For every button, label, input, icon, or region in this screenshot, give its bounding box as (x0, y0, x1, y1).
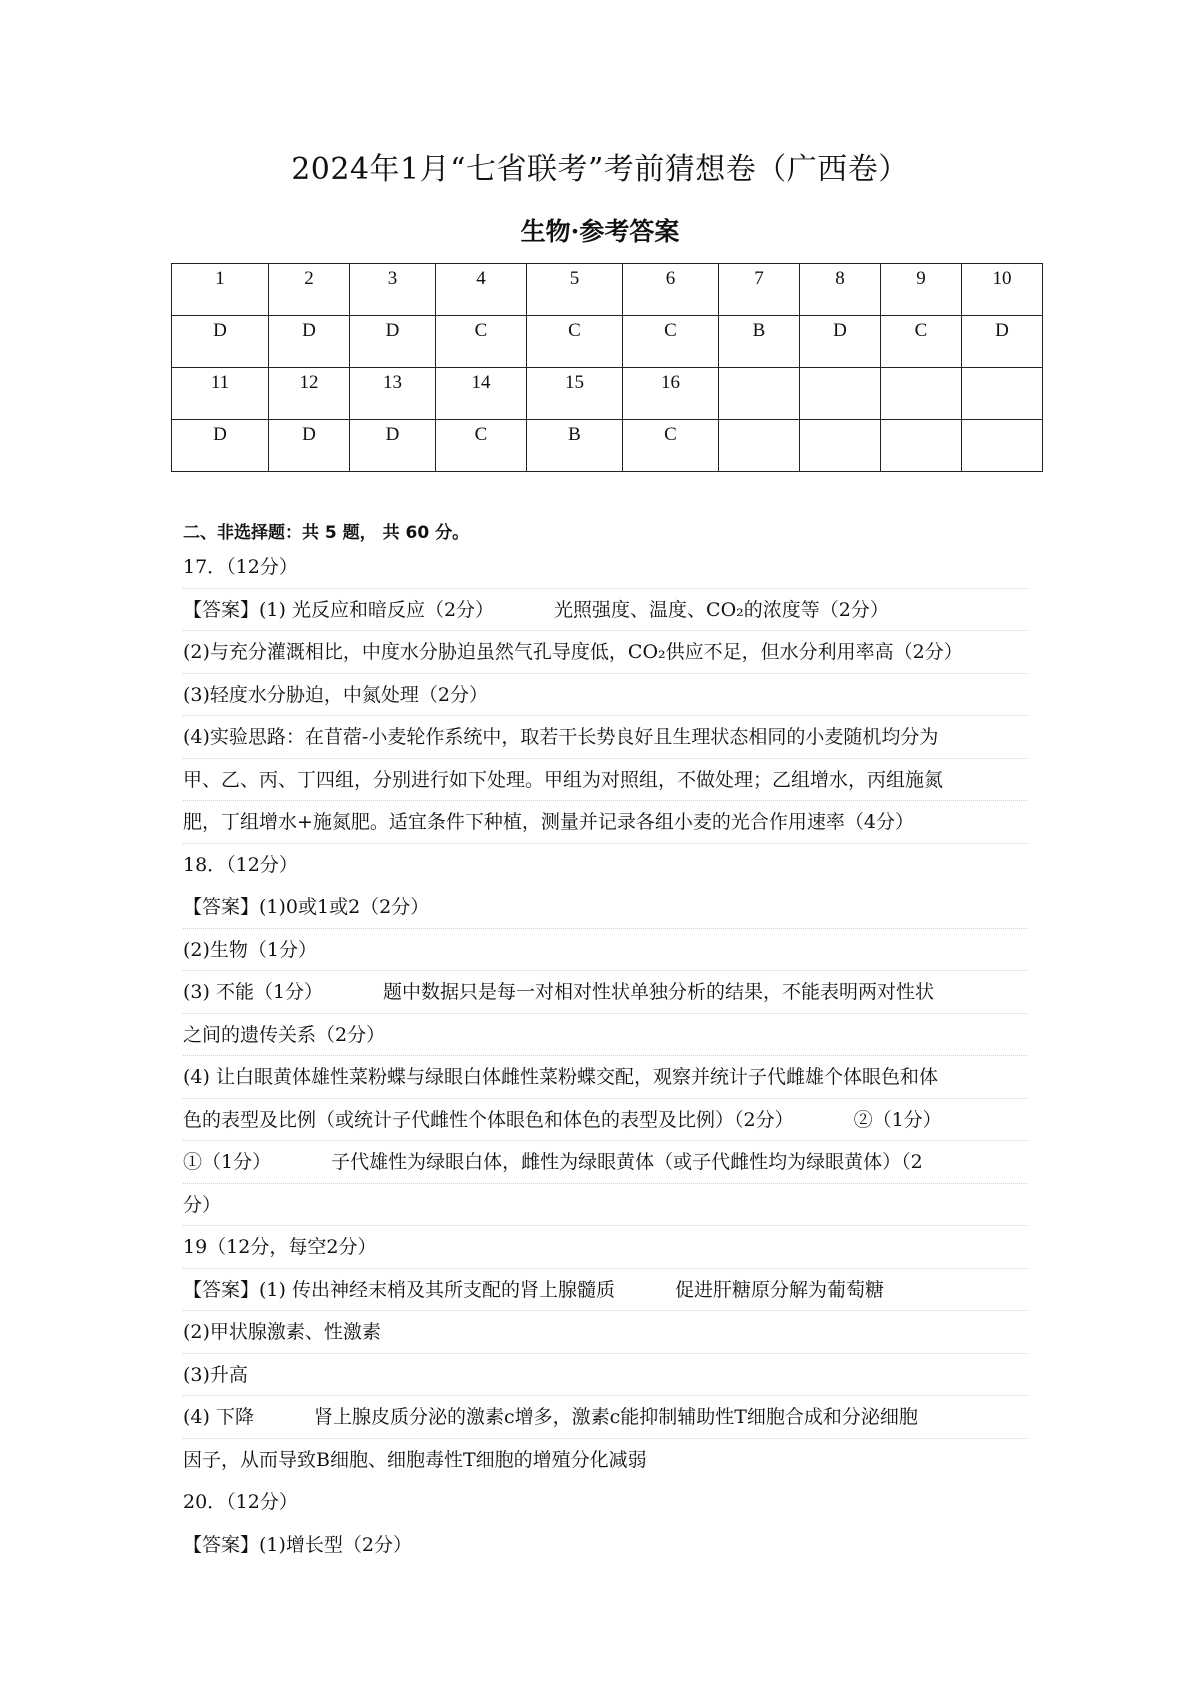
text-line: (4) 下降 肾上腺皮质分泌的激素c增多，激素c能抑制辅助性T细胞合成和分泌细胞 (183, 1396, 1028, 1439)
table-cell: 14 (436, 368, 527, 420)
table-row (172, 420, 1043, 472)
text-line: 甲、乙、丙、丁四组，分别进行如下处理。甲组为对照组，不做处理；乙组增水，丙组施氮 (183, 759, 1028, 802)
text-line: 之间的遗传关系（2分） (183, 1014, 1028, 1057)
table-cell: D (800, 316, 881, 368)
text-line: (3) 不能（1分） 题中数据只是每一对相对性状单独分析的结果，不能表明两对性状 (183, 971, 1028, 1014)
answer-text-block (183, 546, 1028, 1566)
text-line: 分） (183, 1184, 1028, 1227)
table-cell (719, 368, 800, 420)
text-line: 17．（12分） (183, 546, 1028, 589)
table-cell: 10 (962, 264, 1043, 316)
table-cell: 4 (436, 264, 527, 316)
table-cell: C (436, 316, 527, 368)
table-cell: 12 (269, 368, 350, 420)
text-line: (4) 让白眼黄体雄性菜粉蝶与绿眼白体雌性菜粉蝶交配，观察并统计子代雌雄个体眼色和体 (183, 1056, 1028, 1099)
table-cell: D (350, 316, 436, 368)
table-cell: 2 (269, 264, 350, 316)
text-line: 色的表型及比例（或统计子代雌性个体眼色和体色的表型及比例）（2分） ②（1分） (183, 1099, 1028, 1142)
page-subtitle: 生物·参考答案 (520, 217, 680, 246)
table-cell: 15 (527, 368, 623, 420)
page-title: 2024年1月“七省联考”考前猜想卷（广西卷） (291, 152, 909, 187)
table-row (172, 368, 1043, 420)
table-cell: 7 (719, 264, 800, 316)
text-line: (3)轻度水分胁迫，中氮处理（2分） (183, 674, 1028, 717)
text-line: 【答案】(1) 光反应和暗反应（2分） 光照强度、温度、CO₂的浓度等（2分） (183, 589, 1028, 632)
text-line: 肥，丁组增水+施氮肥。适宜条件下种植，测量并记录各组小麦的光合作用速率（4分） (183, 801, 1028, 844)
text-line: 【答案】(1)增长型（2分） (183, 1533, 413, 1556)
table-cell: C (527, 316, 623, 368)
table-cell (800, 420, 881, 472)
text-line: (2)与充分灌溉相比，中度水分胁迫虽然气孔导度低，CO₂供应不足，但水分利用率高（2分） (183, 631, 1028, 674)
table-cell: D (269, 420, 350, 472)
table-cell: B (719, 316, 800, 368)
table-cell (881, 420, 962, 472)
table-cell: B (527, 420, 623, 472)
text-line: (3)升高 (183, 1354, 1028, 1397)
table-cell: C (623, 420, 719, 472)
text-line: (2)甲状腺激素、性激素 (183, 1311, 1028, 1354)
table-cell: D (172, 316, 269, 368)
table-row (172, 316, 1043, 368)
table-cell: C (881, 316, 962, 368)
section-heading: 二、非选择题：共 5 题， 共 60 分。 (183, 523, 470, 543)
table-cell: C (623, 316, 719, 368)
table-cell: D (350, 420, 436, 472)
answer-table (171, 263, 1043, 472)
text-line: (2)生物（1分） (183, 929, 1028, 972)
table-cell: 3 (350, 264, 436, 316)
table-cell (800, 368, 881, 420)
table-cell: 5 (527, 264, 623, 316)
text-line: 【答案】(1) 传出神经末梢及其所支配的肾上腺髓质 促进肝糖原分解为葡萄糖 (183, 1269, 1028, 1312)
table-cell: D (269, 316, 350, 368)
table-row (172, 264, 1043, 316)
text-line: 20．（12分） (183, 1491, 298, 1513)
table-cell: D (962, 316, 1043, 368)
text-line: 因子，从而导致B细胞、细胞毒性T细胞的增殖分化减弱 (183, 1448, 647, 1471)
table-cell (881, 368, 962, 420)
table-cell: 1 (172, 264, 269, 316)
text-line: (4)实验思路：在苜蓿-小麦轮作系统中，取若干长势良好且生理状态相同的小麦随机均分为 (183, 716, 1028, 759)
table-cell: 16 (623, 368, 719, 420)
text-line: ①（1分） 子代雄性为绿眼白体，雌性为绿眼黄体（或子代雌性均为绿眼黄体）（2 (183, 1141, 1028, 1184)
table-cell: 13 (350, 368, 436, 420)
table-cell: 6 (623, 264, 719, 316)
table-cell (719, 420, 800, 472)
table-cell (962, 368, 1043, 420)
table-cell: 9 (881, 264, 962, 316)
text-line: 19（12分，每空2分） (183, 1226, 1028, 1269)
table-cell: C (436, 420, 527, 472)
table-cell: 11 (172, 368, 269, 420)
text-line: 18．（12分） (183, 853, 298, 876)
table-cell: 8 (800, 264, 881, 316)
text-line: 【答案】(1)0或1或2（2分） (183, 886, 1028, 929)
table-cell (962, 420, 1043, 472)
table-cell: D (172, 420, 269, 472)
